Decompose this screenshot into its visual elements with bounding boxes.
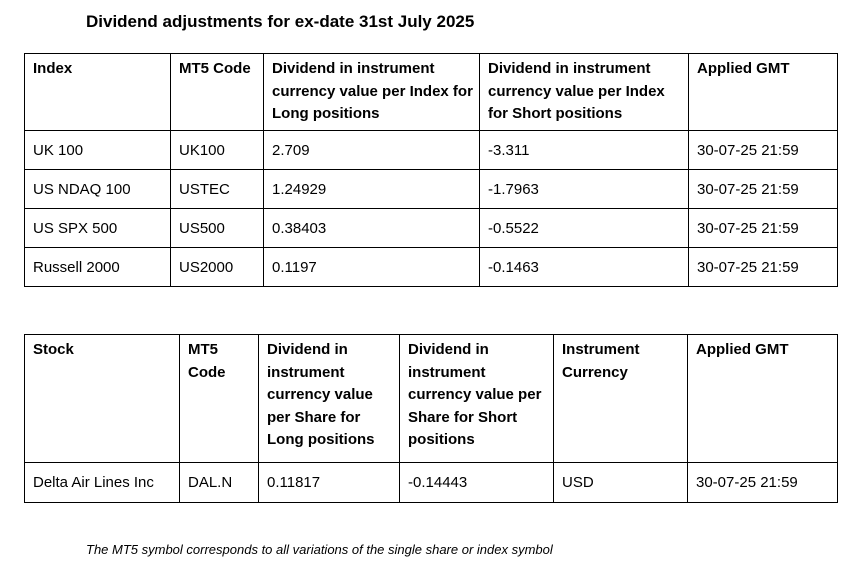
header-dividend-short: Dividend in instrument currency value per Index for Short positions	[480, 54, 689, 131]
header-applied-gmt: Applied GMT	[689, 54, 838, 131]
cell-dividend-long: 0.11817	[259, 463, 400, 503]
cell-applied-gmt: 30-07-25 21:59	[689, 209, 838, 248]
cell-mt5-code: US500	[171, 209, 264, 248]
table-header-row	[25, 54, 838, 131]
cell-dividend-short: -0.5522	[480, 209, 689, 248]
header-mt5-code: MT5 Code	[180, 335, 259, 463]
header-instrument-currency: Instrument Currency	[554, 335, 688, 463]
header-dividend-long: Dividend in instrument currency value per Index for Long positions	[264, 54, 480, 131]
stock-dividend-table	[24, 334, 838, 503]
cell-index: US NDAQ 100	[25, 170, 171, 209]
index-dividend-table	[24, 53, 838, 287]
cell-dividend-short: -1.7963	[480, 170, 689, 209]
table-row	[25, 209, 838, 248]
cell-applied-gmt: 30-07-25 21:59	[688, 463, 838, 503]
table-row	[25, 463, 838, 503]
cell-applied-gmt: 30-07-25 21:59	[689, 170, 838, 209]
page-title: Dividend adjustments for ex-date 31st July 2025	[86, 12, 475, 31]
cell-instrument-currency: USD	[554, 463, 688, 503]
footnote: The MT5 symbol corresponds to all variations of the single share or index symbol	[86, 542, 553, 557]
table-row	[25, 170, 838, 209]
table-row	[25, 248, 838, 287]
table-header-row	[25, 335, 838, 463]
cell-applied-gmt: 30-07-25 21:59	[689, 248, 838, 287]
header-applied-gmt: Applied GMT	[688, 335, 838, 463]
cell-stock: Delta Air Lines Inc	[25, 463, 180, 503]
cell-dividend-short: -0.1463	[480, 248, 689, 287]
cell-dividend-short: -0.14443	[400, 463, 554, 503]
cell-dividend-long: 1.24929	[264, 170, 480, 209]
cell-dividend-long: 0.38403	[264, 209, 480, 248]
cell-applied-gmt: 30-07-25 21:59	[689, 131, 838, 170]
cell-mt5-code: USTEC	[171, 170, 264, 209]
header-mt5-code: MT5 Code	[171, 54, 264, 131]
header-dividend-short: Dividend in instrument currency value per Share for Short positions	[400, 335, 554, 463]
cell-dividend-long: 2.709	[264, 131, 480, 170]
header-stock: Stock	[25, 335, 180, 463]
cell-mt5-code: DAL.N	[180, 463, 259, 503]
cell-index: Russell 2000	[25, 248, 171, 287]
header-dividend-long: Dividend in instrument currency value per Share for Long positions	[259, 335, 400, 463]
cell-dividend-long: 0.1197	[264, 248, 480, 287]
cell-dividend-short: -3.311	[480, 131, 689, 170]
cell-index: UK 100	[25, 131, 171, 170]
table-row	[25, 131, 838, 170]
header-index: Index	[25, 54, 171, 131]
cell-mt5-code: UK100	[171, 131, 264, 170]
cell-mt5-code: US2000	[171, 248, 264, 287]
cell-index: US SPX 500	[25, 209, 171, 248]
